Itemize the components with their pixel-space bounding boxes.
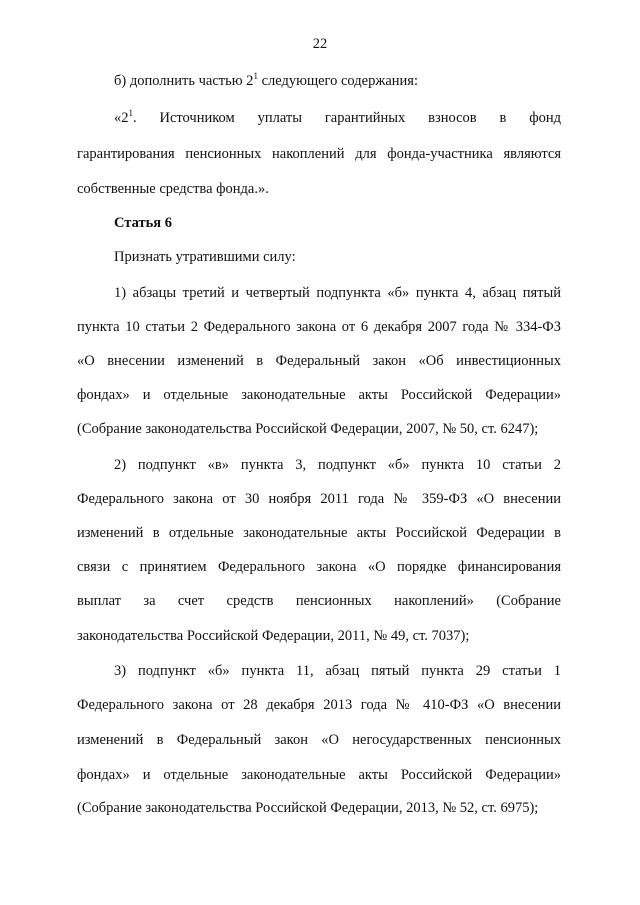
item1-line-4: фондах» и отдельные законодательные акты Российской Федерации»: [77, 387, 561, 403]
amendment-intro-superscript: 1: [253, 71, 258, 81]
amendment-intro-text-end: следующего содержания:: [257, 73, 419, 89]
quote-superscript: 1: [128, 108, 133, 118]
item1-line-2: пункта 10 статьи 2 Федерального закона от 6 декабря 2007 года № 334-ФЗ: [77, 319, 561, 335]
item3-line-1: 3) подпункт «б» пункта 11, абзац пятый пункта 29 статьи 1: [114, 663, 561, 679]
quote-line-2: гарантирования пенсионных накоплений для фонда-участника являются: [77, 146, 561, 162]
item1-line-5: (Собрание законодательства Российской Федерации, 2007, № 50, ст. 6247);: [77, 421, 539, 437]
quote-line-3: собственные средства фонда.».: [77, 181, 269, 197]
item2-line-2: Федерального закона от 30 ноября 2011 года № 359-ФЗ «О внесении: [77, 491, 561, 507]
item3-line-4: фондах» и отдельные законодательные акты Российской Федерации»: [77, 767, 561, 783]
quote-line-1: [114, 109, 561, 127]
item3-line-3: изменений в Федеральный закон «О негосударственных пенсионных: [77, 732, 561, 748]
article-heading: Статья 6: [114, 215, 172, 231]
item2-line-5: выплат за счет средств пенсионных накоплений» (Собрание: [77, 593, 561, 609]
item2-line-1: 2) подпункт «в» пункта 3, подпункт «б» пункта 10 статьи 2: [114, 457, 561, 473]
quote-open: «2: [114, 110, 129, 126]
item1-line-1: 1) абзацы третий и четвертый подпункта «б» пункта 4, абзац пятый: [114, 285, 561, 301]
item3-line-5: (Собрание законодательства Российской Федерации, 2013, № 52, ст. 6975);: [77, 800, 539, 816]
amendment-intro: [114, 72, 561, 90]
article-intro: Признать утратившими силу:: [114, 249, 296, 265]
amendment-intro-text: б) дополнить частью 2: [114, 73, 254, 89]
page-number: 22: [312, 36, 328, 52]
quote-line-1-text: . Источником уплаты гарантийных взносов в фонд: [133, 110, 561, 126]
item3-line-2: Федерального закона от 28 декабря 2013 года № 410-ФЗ «О внесении: [77, 697, 561, 713]
item1-line-3: «О внесении изменений в Федеральный закон «Об инвестиционных: [77, 353, 561, 369]
item2-line-6: законодательства Российской Федерации, 2011, № 49, ст. 7037);: [77, 628, 470, 644]
item2-line-4: связи с принятием Федерального закона «О порядке финансирования: [77, 559, 561, 575]
item2-line-3: изменений в отдельные законодательные акты Российской Федерации в: [77, 525, 561, 541]
